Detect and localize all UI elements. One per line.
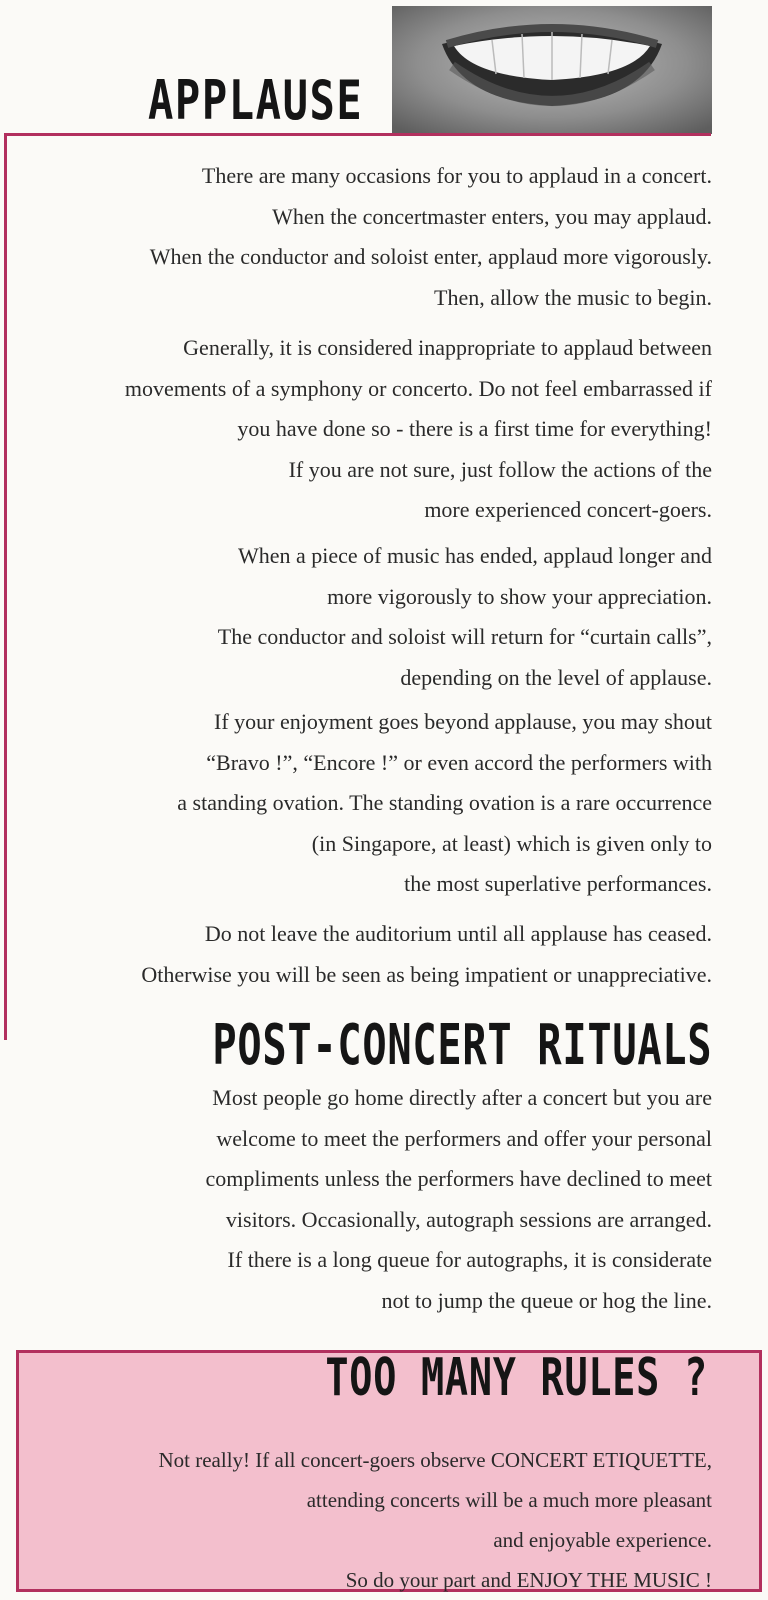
text-line: welcome to meet the performers and offer your personal	[216, 1125, 712, 1151]
text-line: not to jump the queue or hog the line.	[381, 1287, 712, 1313]
text-line: The conductor and soloist will return for “curtain calls”,	[217, 624, 712, 649]
text-line: the most superlative performances.	[404, 871, 712, 896]
applause-heading: APPLAUSE	[148, 69, 364, 132]
text-line: Generally, it is considered inappropriate to applaud between	[183, 335, 712, 360]
applause-paragraph-2	[125, 328, 712, 531]
text-line: attending concerts will be a much more pleasant	[306, 1488, 712, 1512]
post-concert-heading: POST-CONCERT RITUALS	[212, 1013, 712, 1078]
text-line: When the conductor and soloist enter, applaud more vigorously.	[149, 244, 712, 269]
text-line: When the concertmaster enters, you may applaud.	[272, 203, 712, 229]
text-line: (in Singapore, at least) which is given only to	[311, 830, 712, 856]
text-line: Most people go home directly after a concert but you are	[212, 1085, 712, 1110]
applause-paragraph-3	[218, 536, 712, 698]
text-line: “Bravo !”, “Encore !” or even accord the performers with	[206, 749, 712, 775]
accent-rule-left	[4, 133, 7, 1040]
too-many-rules-paragraph	[158, 1440, 712, 1600]
text-line: If your enjoyment goes beyond applause, you may shout	[214, 709, 712, 734]
smiling-mouth-photo	[392, 6, 712, 134]
text-line: So do your part and ENJOY THE MUSIC !	[345, 1568, 712, 1592]
post-concert-paragraph	[206, 1078, 712, 1321]
text-line: There are many occasions for you to applaud in a concert.	[201, 163, 712, 188]
text-line: depending on the level of applause.	[400, 664, 712, 690]
accent-rule-top	[4, 133, 711, 136]
text-line: Do not leave the auditorium until all applause has ceased.	[204, 921, 712, 946]
text-line: Then, allow the music to begin.	[434, 284, 712, 310]
text-line: If you are not sure, just follow the actions of the	[288, 456, 712, 482]
applause-paragraph-1	[150, 156, 712, 318]
text-line: more experienced concert-goers.	[424, 497, 712, 522]
text-line: compliments unless the performers have declined to meet	[205, 1166, 712, 1191]
text-line: you have done so - there is a first time for everything!	[237, 416, 712, 441]
applause-paragraph-5	[141, 914, 712, 995]
text-line: Not really! If all concert-goers observe CONCERT ETIQUETTE,	[158, 1448, 712, 1472]
text-line: and enjoyable experience.	[493, 1528, 712, 1552]
text-line: When a piece of music has ended, applaud longer and	[237, 543, 712, 568]
text-line: Otherwise you will be seen as being impatient or unappreciative.	[141, 961, 712, 987]
text-line: a standing ovation. The standing ovation is a rare occurrence	[177, 790, 712, 815]
text-line: visitors. Occasionally, autograph sessions are arranged.	[225, 1206, 712, 1232]
text-line: If there is a long queue for autographs, it is considerate	[227, 1247, 712, 1272]
text-line: movements of a symphony or concerto. Do not feel embarrassed if	[124, 375, 712, 401]
too-many-rules-heading: TOO MANY RULES ?	[325, 1348, 708, 1408]
text-line: more vigorously to show your appreciation.	[327, 583, 712, 609]
applause-paragraph-4	[177, 702, 712, 905]
